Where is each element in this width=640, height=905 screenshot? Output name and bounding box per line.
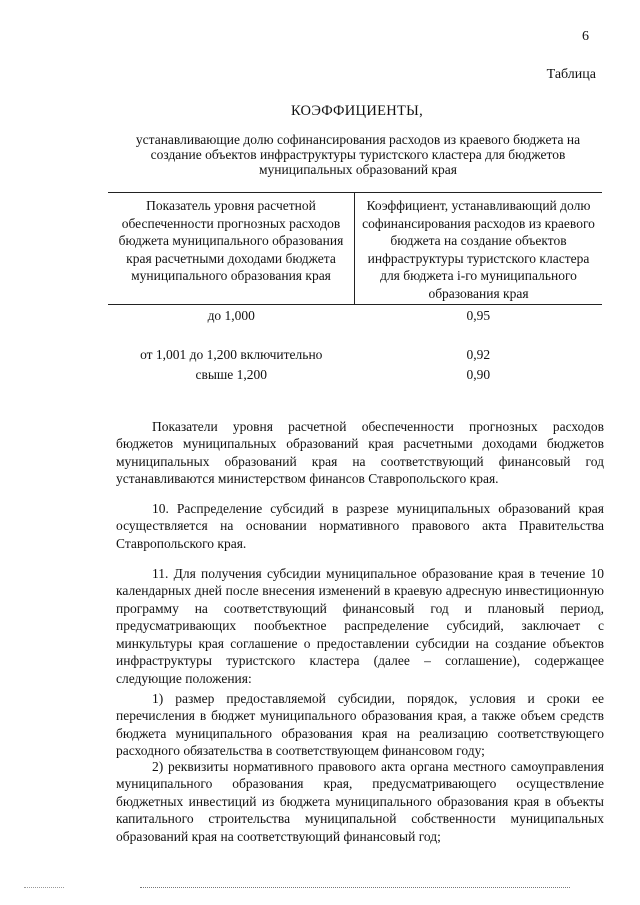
table-label: Таблица	[546, 67, 596, 82]
coefficient-cell: 0,92	[466, 347, 491, 362]
coefficient-cell: 0,90	[466, 367, 491, 382]
scan-artifact-left	[24, 887, 64, 888]
paragraph-indicators-note: Показатели уровня расчетной обеспеченности прогнозных расходов бюджетов муниципальных образований края расчетными доходами бюджетов муниципальных образований края на соответствующий финансовый год устанавливаются министерством финансов Ставропольского края.	[116, 418, 604, 487]
table-row	[108, 363, 602, 387]
page-number: 6	[582, 29, 589, 44]
paragraph-10: 10. Распределение субсидий в разрезе муниципальных образований края осуществляется на основании нормативного правового акта Правительства Ставропольского края.	[116, 500, 604, 551]
table-row	[108, 327, 602, 363]
list-item-2: 2) реквизиты нормативного правового акта органа местного самоуправления муниципального образования края, предусматривающего осуществление бюджетных инвестиций из бюджета муниципального образования края в объекты капитального строительства муниципальной собственности муниципальных образований края на соответствующий финансовый год;	[116, 758, 604, 844]
paragraph-11: 11. Для получения субсидии муниципальное образование края в течение 10 календарных дней после внесения изменений в краевую адресную инвестиционную программу на соответствующий финансовый год и плановый период, предусматривающих пообъектное распределение субсидий, заключает с минкультуры края соглашение о предоставлении субсидии на создание объектов инфраструктуры туристского кластера (далее – соглашение), содержащее следующие положения:	[116, 565, 604, 687]
list-item-1: 1) размер предоставляемой субсидии, порядок, условия и сроки ее перечисления в бюджет муниципального образования края, а также объем средств бюджета муниципального образования края на реализацию соответствующего расходного обязательства в соответствующем финансовом году;	[116, 690, 604, 759]
indicator-cell: от 1,001 до 1,200 включительно	[140, 347, 323, 362]
indicator-cell: до 1,000	[207, 308, 255, 323]
document-subtitle: устанавливающие долю софинансирования расходов из краевого бюджета на создание объектов инфраструктуры туристского кластера для бюджетов муниципальных образований края	[135, 132, 581, 177]
coefficient-cell: 0,95	[466, 308, 491, 323]
document-title: КОЭФФИЦИЕНТЫ,	[290, 103, 424, 119]
indicator-cell: свыше 1,200	[195, 367, 268, 382]
coefficients-table	[108, 192, 602, 387]
header-coefficient: Коэффициент, устанавливающий долю софинансирования расходов из краевого бюджета на создание объектов инфраструктуры туристского кластера для бюджета i-го муниципального образования края	[355, 193, 603, 305]
header-indicator: Показатель уровня расчетной обеспеченности прогнозных расходов бюджета муниципального образования края расчетными доходами бюджета муниципального образования края	[108, 193, 355, 305]
scan-artifact-bottom	[140, 887, 570, 888]
table-row	[108, 305, 602, 328]
table-header-row	[108, 193, 602, 305]
